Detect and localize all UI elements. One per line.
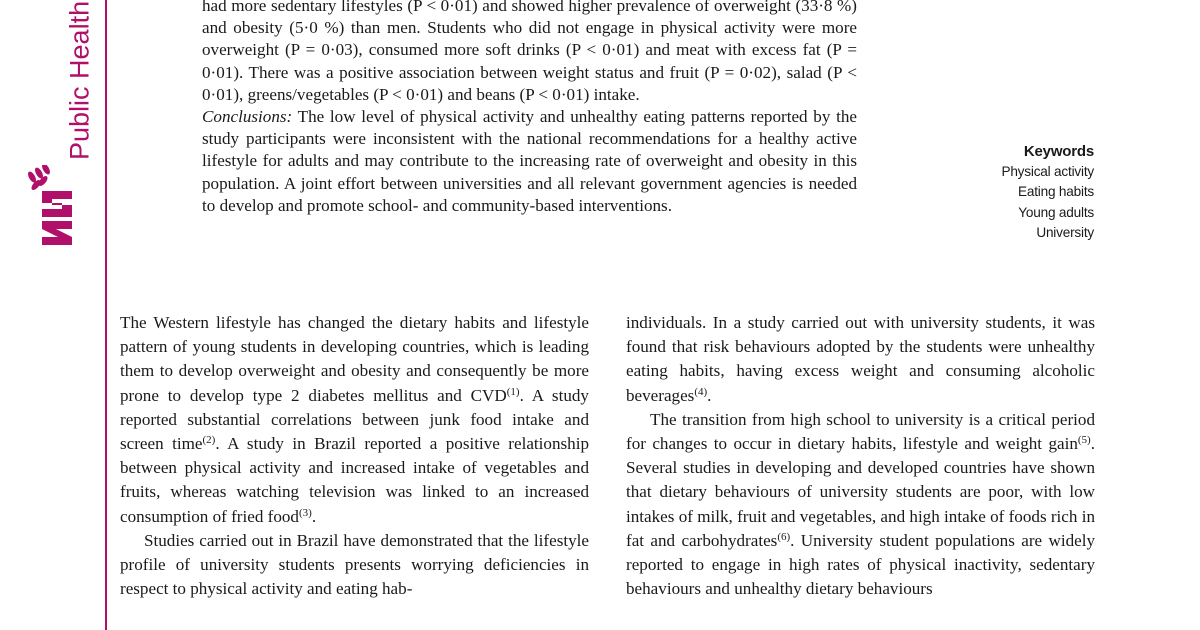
body-paragraph: Studies carried out in Brazil have demonstrated that the lifestyle profile of university students presents worrying deficiencies in respect to physical activity and eating hab-	[120, 530, 589, 599]
journal-name: Public Health	[64, 0, 95, 160]
conclusions-text: The low level of physical activity and unhealthy eating patterns reported by the study participants were inconsistent with the national recommendations for a healthy active lifestyle for adults and may contribute to the increasing rate of overweight and obesity in this population. A joint effort between universities and all relevant government agencies is needed to develop and promote school- and community-based interventions.	[202, 107, 857, 215]
body-column-left	[120, 311, 589, 601]
body-column-right	[626, 311, 1095, 601]
citation-ref[interactable]: (3)	[298, 506, 312, 519]
body-paragraph: The transition from high school to university is a critical period for changes to occur in dietary habits, lifestyle and weight gain$^{(5)}$. Several studies in developing and developed countries have shown that dietary behaviours of university students are poor, with low intakes of milk, fruit and vegetables, and high intake of foods rich in fat and carbohydrates$^{(6)}$. University student populations are widely reported to engage in high rates of physical inactivity, sedentary behaviours and unhealthy dietary behaviours	[626, 409, 1096, 599]
citation-ref[interactable]: (6)	[777, 530, 791, 543]
ns-logo-icon	[22, 165, 78, 245]
keyword-item: University	[1036, 224, 1094, 240]
citation-ref[interactable]: (2)	[202, 434, 216, 447]
keyword-item: Young adults	[1018, 204, 1094, 220]
body-paragraph: The Western lifestyle has changed the dietary habits and lifestyle pattern of young students in developing countries, which is leading them to develop overweight and obesity and consequently be more prone to develop type 2 diabetes mellitus and CVD$^{(1)}$. A study reported substantial correlations between junk food intake and screen time$^{(2)}$. A study in Brazil reported a positive relationship between physical activity and increased intake of vegetables and fruits, whereas watching television was linked to an increased consumption of fried food$^{(3)}$.	[120, 313, 590, 526]
citation-ref[interactable]: (1)	[506, 385, 520, 398]
keyword-item: Physical activity	[1001, 164, 1094, 180]
abstract-conclusions	[202, 106, 857, 217]
body-paragraph: individuals. In a study carried out with university students, it was found that risk behaviours adopted by the students were unhealthy eating habits, having excess weight and consuming alcoholic beverages$^{(4)}$.	[626, 313, 1095, 405]
abstract-results-tail: had more sedentary lifestyles (P < 0·01) and showed higher prevalence of overweight (33·8 %) and obesity (5·0 %) than men. Students who did not engage in physical activity were more overweight (P = 0·03), consumed more soft drinks (P < 0·01) and meat with excess fat (P = 0·01). There was a positive association between weight status and fruit (P = 0·02), salad (P < 0·01), greens/vegetables (P < 0·01) and beans (P < 0·01) intake.	[202, 0, 857, 104]
keywords-block	[1001, 142, 1094, 243]
keywords-heading: Keywords	[1023, 143, 1094, 160]
citation-ref[interactable]: (4)	[694, 385, 708, 398]
abstract	[202, 0, 857, 217]
keyword-item: Eating habits	[1018, 184, 1094, 200]
conclusions-label: Conclusions:	[202, 107, 293, 127]
sidebar-accent-line	[105, 0, 107, 630]
citation-ref[interactable]: (5)	[1077, 434, 1091, 447]
